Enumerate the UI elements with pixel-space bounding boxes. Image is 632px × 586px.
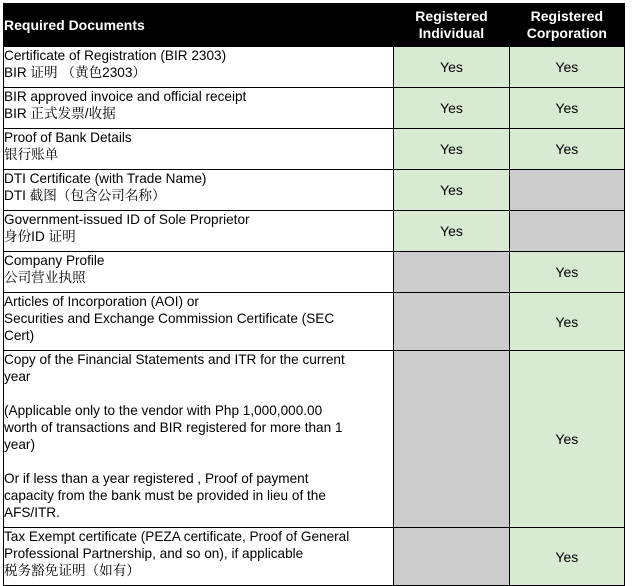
document-line: Proof of Bank Details	[4, 130, 132, 145]
document-line: Professional Partnership, and so on), if applicable	[4, 546, 304, 561]
header-individual-line1: Registered	[415, 8, 488, 24]
document-name-cell	[4, 170, 394, 211]
document-line: 银行账单	[4, 147, 59, 162]
document-line: (Applicable only to the vendor with Php 1,000,000.00	[4, 403, 323, 418]
table-row	[4, 351, 625, 528]
document-line: Government-issued ID of Sole Proprietor	[4, 212, 250, 227]
table-row	[4, 252, 625, 293]
document-line: Company Profile	[4, 253, 105, 268]
document-name-cell	[4, 47, 394, 88]
individual-requirement-cell	[394, 252, 509, 293]
table-row	[4, 528, 625, 586]
individual-requirement-cell	[394, 293, 509, 351]
document-line: 公司营业执照	[4, 270, 86, 285]
header-row	[4, 4, 625, 47]
table-body	[4, 47, 625, 586]
individual-requirement-cell: Yes	[394, 88, 509, 129]
line-spacer	[4, 453, 393, 470]
header-individual-line2: Individual	[418, 25, 485, 41]
individual-requirement-cell	[394, 528, 509, 586]
document-name-cell	[4, 252, 394, 293]
table-row	[4, 129, 625, 170]
document-line: Copy of the Financial Statements and ITR for the current	[4, 352, 345, 367]
document-line: year	[4, 369, 31, 384]
table-row	[4, 47, 625, 88]
individual-requirement-cell: Yes	[394, 47, 509, 88]
document-line: DTI 截图（包含公司名称）	[4, 188, 166, 203]
document-line: Tax Exempt certificate (PEZA certificate, Proof of General	[4, 529, 350, 544]
document-line: Securities and Exchange Commission Certificate (SEC	[4, 311, 335, 326]
document-line: Articles of Incorporation (AOI) or	[4, 294, 199, 309]
corporation-requirement-cell: Yes	[509, 351, 624, 528]
document-line: worth of transactions and BIR registered for more than 1	[4, 420, 343, 435]
document-line: 身份ID 证明	[4, 229, 76, 244]
document-name-cell	[4, 293, 394, 351]
document-line: Or if less than a year registered , Proof of payment	[4, 471, 309, 486]
corporation-requirement-cell: Yes	[509, 88, 624, 129]
document-line: BIR 证明 （黄色2303）	[4, 65, 147, 80]
document-line: BIR approved invoice and official receipt	[4, 89, 247, 104]
document-name-cell	[4, 129, 394, 170]
table-row	[4, 211, 625, 252]
document-line: capacity from the bank must be provided in lieu of the	[4, 488, 326, 503]
header-registered-corporation	[509, 4, 624, 47]
individual-requirement-cell	[394, 351, 509, 528]
header-registered-individual	[394, 4, 509, 47]
header-required-documents: Required Documents	[4, 4, 394, 47]
individual-requirement-cell: Yes	[394, 170, 509, 211]
document-line: AFS/ITR.	[4, 505, 60, 520]
table-row	[4, 88, 625, 129]
required-documents-table	[3, 3, 625, 586]
corporation-requirement-cell: Yes	[509, 129, 624, 170]
corporation-requirement-cell: Yes	[509, 47, 624, 88]
document-line: 税务豁免证明（如有）	[4, 563, 140, 578]
document-line: year)	[4, 437, 35, 452]
document-name-cell	[4, 211, 394, 252]
line-spacer	[4, 385, 393, 402]
document-line: Certificate of Registration (BIR 2303)	[4, 48, 227, 63]
corporation-requirement-cell: Yes	[509, 252, 624, 293]
table-row	[4, 293, 625, 351]
corporation-requirement-cell: Yes	[509, 293, 624, 351]
document-name-cell	[4, 88, 394, 129]
document-line: BIR 正式发票/收据	[4, 106, 116, 121]
corporation-requirement-cell: Yes	[509, 528, 624, 586]
individual-requirement-cell: Yes	[394, 211, 509, 252]
document-name-cell	[4, 528, 394, 586]
header-corporation-line1: Registered	[530, 8, 603, 24]
individual-requirement-cell: Yes	[394, 129, 509, 170]
header-corporation-line2: Corporation	[526, 25, 607, 41]
table-row	[4, 170, 625, 211]
corporation-requirement-cell	[509, 170, 624, 211]
document-name-cell	[4, 351, 394, 528]
document-line: DTI Certificate (with Trade Name)	[4, 171, 207, 186]
corporation-requirement-cell	[509, 211, 624, 252]
document-line: Cert)	[4, 328, 35, 343]
